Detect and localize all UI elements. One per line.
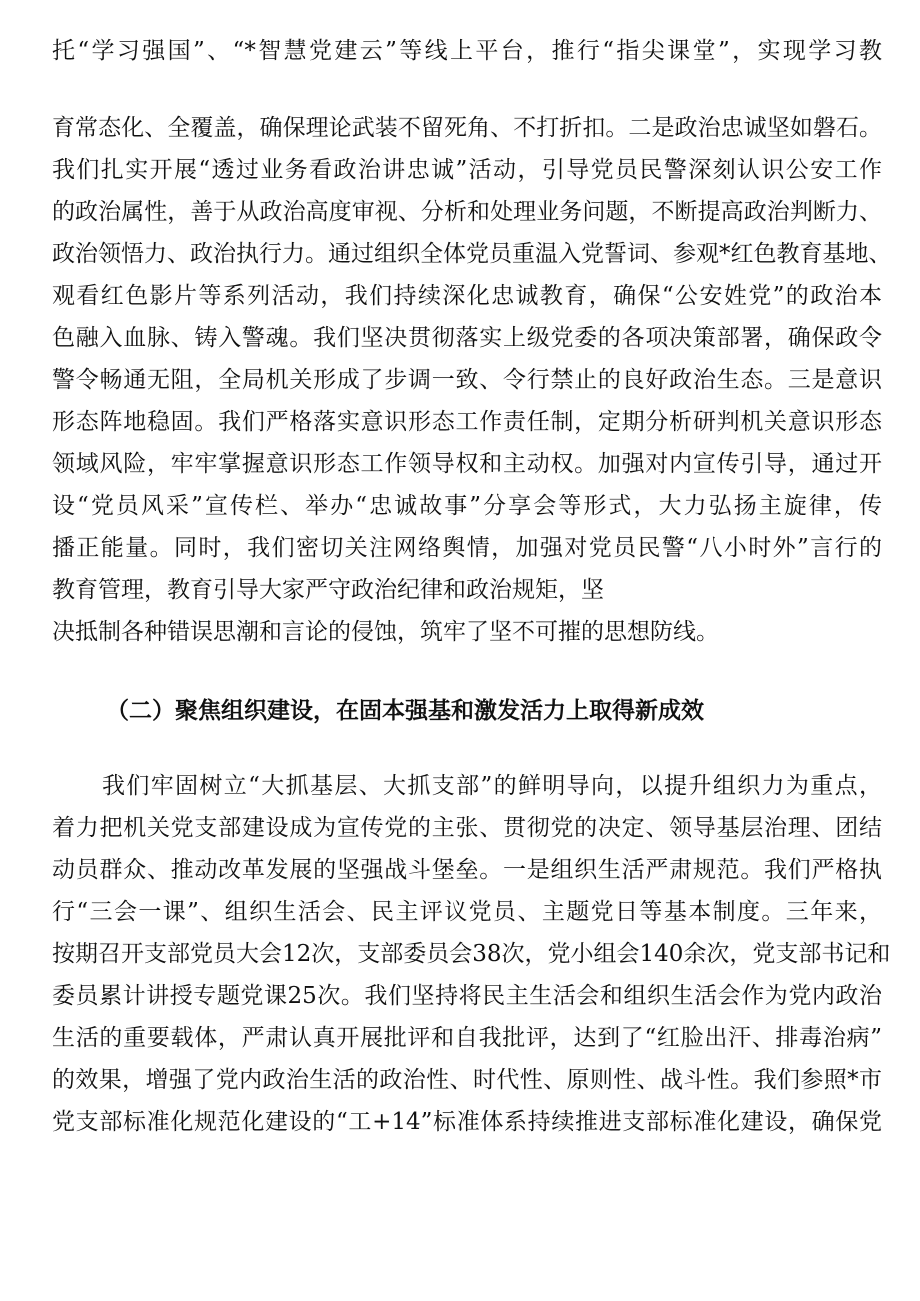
section-heading: （二）聚焦组织建设，在固本强基和激发活力上取得新成效: [106, 698, 704, 724]
paragraph-line: 我们扎实开展“透过业务看政治讲忠诚”活动，引导党员民警深刻认识公安工作: [52, 157, 882, 183]
paragraph-line: 生活的重要载体，严肃认真开展批评和自我批评，达到了“红脸出汗、排毒治病”: [52, 1025, 882, 1051]
paragraph-line: 动员群众、推动改革发展的坚强战斗堡垒。一是组织生活严肃规范。我们严格执: [52, 857, 882, 883]
paragraph-line: 委员累计讲授专题党课25次。我们坚持将民主生活会和组织生活会作为党内政治: [52, 983, 882, 1009]
paragraph-line: 行“三会一课”、组织生活会、民主评议党员、主题党日等基本制度。三年来，: [52, 899, 882, 925]
paragraph-line: 育常态化、全覆盖，确保理论武装不留死角、不打折扣。二是政治忠诚坚如磐石。: [52, 115, 882, 141]
paragraph-line: 色融入血脉、铸入警魂。我们坚决贯彻落实上级党委的各项决策部署，确保政令: [52, 325, 882, 351]
paragraph-line: 的效果，增强了党内政治生活的政治性、时代性、原则性、战斗性。我们参照*市: [52, 1067, 882, 1093]
paragraph-line: 教育管理，教育引导大家严守政治纪律和政治规矩，坚: [52, 577, 604, 603]
paragraph-line: 播正能量。同时，我们密切关注网络舆情，加强对党员民警“八小时外”言行的: [52, 535, 882, 561]
paragraph-line: 警令畅通无阻，全局机关形成了步调一致、令行禁止的良好政治生态。三是意识: [52, 367, 882, 393]
paragraph-line: 观看红色影片等系列活动，我们持续深化忠诚教育，确保“公安姓党”的政治本: [52, 283, 882, 309]
paragraph-line: 按期召开支部党员大会12次，支部委员会38次，党小组会140余次，党支部书记和: [52, 941, 891, 967]
paragraph-line: 形态阵地稳固。我们严格落实意识形态工作责任制，定期分析研判机关意识形态: [52, 409, 882, 435]
paragraph-line: 托“学习强国”、“*智慧党建云”等线上平台，推行“指尖课堂”，实现学习教: [52, 38, 882, 64]
paragraph-line: 我们牢固树立“大抓基层、大抓支部”的鲜明导向，以提升组织力为重点，: [102, 773, 882, 799]
paragraph-line: 领域风险，牢牢掌握意识形态工作领导权和主动权。加强对内宣传引导，通过开: [52, 451, 882, 477]
paragraph-line: 党支部标准化规范化建设的“工+14”标准体系持续推进支部标准化建设，确保党: [52, 1109, 882, 1135]
paragraph-line: 设“党员风采”宣传栏、举办“忠诚故事”分享会等形式，大力弘扬主旋律，传: [52, 493, 882, 519]
paragraph-line: 着力把机关党支部建设成为宣传党的主张、贯彻党的决定、领导基层治理、团结: [52, 815, 882, 841]
paragraph-line: 决抵制各种错误思潮和言论的侵蚀，筑牢了坚不可摧的思想防线。: [52, 619, 719, 645]
paragraph-line: 的政治属性，善于从政治高度审视、分析和处理业务问题，不断提高政治判断力、: [52, 199, 882, 225]
paragraph-line: 政治领悟力、政治执行力。通过组织全体党员重温入党誓词、参观*红色教育基地、: [52, 241, 892, 267]
